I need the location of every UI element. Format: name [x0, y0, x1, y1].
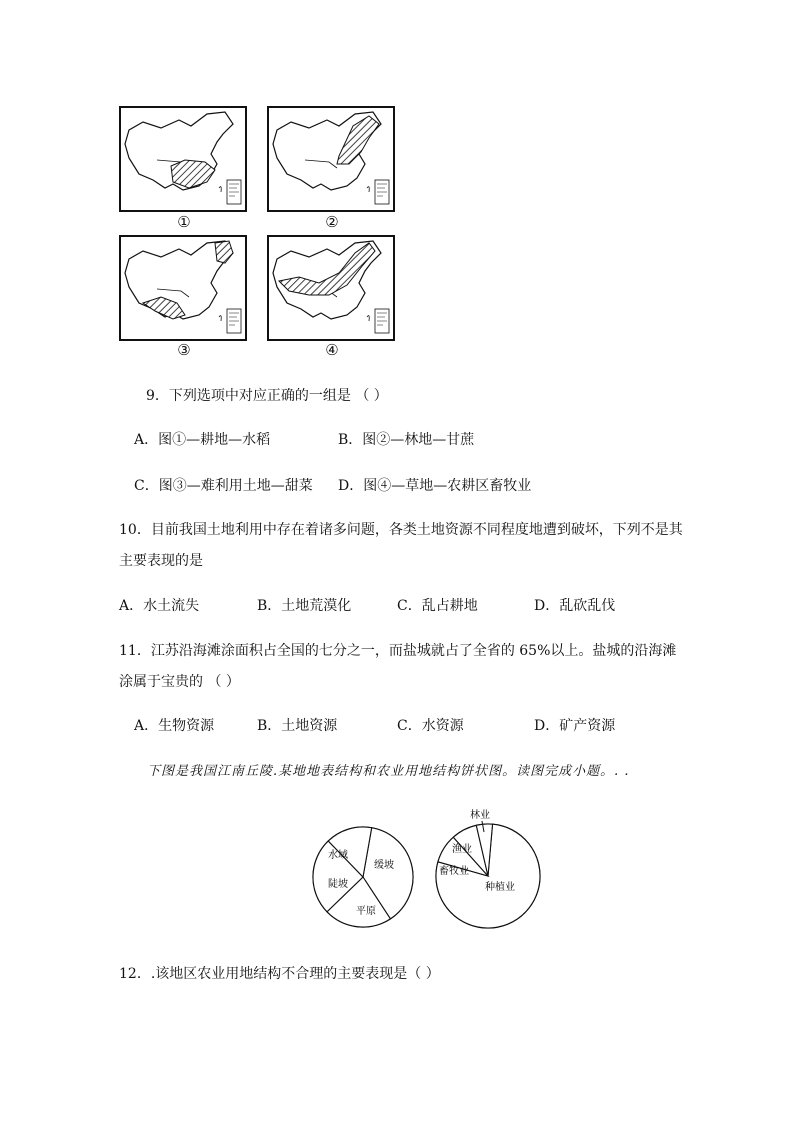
pie-chart-surface-structure: [310, 824, 416, 930]
pie-label-1-2: 陡坡: [328, 879, 348, 890]
pie-label-2-2: 渔业: [452, 844, 472, 855]
map-label-1: ①: [177, 213, 191, 231]
q9-option-c: C．图③—难利用土地—甜菜: [134, 478, 313, 494]
china-map-1: [121, 108, 245, 210]
q10-option-b: B．土地荒漠化: [257, 598, 352, 614]
pie-chart-agri-land: [430, 808, 550, 932]
map-figure-3: [119, 235, 247, 341]
q11-option-c: C．水资源: [397, 718, 464, 734]
q10-stem-line2: 主要表现的是: [119, 553, 203, 569]
q11-option-b: B．土地资源: [257, 718, 338, 734]
q11-option-d: D．矿产资源: [534, 718, 616, 734]
q12-stem: 12．.该地区农业用地结构不合理的主要表现是（ ）: [119, 966, 440, 982]
figure-intro: 下图是我国江南丘陵.某地地表结构和农业用地结构饼状图。读图完成小题。. .: [147, 764, 630, 779]
map-figure-2: [267, 106, 395, 212]
q9-stem: 9．下列选项中对应正确的一组是 （ ）: [146, 388, 388, 404]
q10-stem-line1: 10．目前我国土地利用中存在着诸多问题，各类土地资源不同程度地遭到破坏，下列不是其: [119, 522, 683, 538]
map-label-2: ②: [325, 213, 339, 231]
china-map-2: [269, 108, 393, 210]
pie-label-1-3: 水域: [328, 850, 348, 861]
q9-option-a: A．图①—耕地—水稻: [134, 432, 271, 448]
q11-stem-line1: 11．江苏沿海滩涂面积占全国的七分之一，而盐城就占了全省的 65%以上。盐城的沿海滩: [119, 643, 677, 659]
q11-option-a: A．生物资源: [134, 718, 215, 734]
q9-option-b: B．图②—林地—甘蔗: [338, 432, 475, 448]
china-map-3: [121, 237, 245, 339]
pie-label-2-3: 林业: [470, 810, 490, 821]
map-label-3: ③: [177, 341, 191, 359]
q10-option-c: C．乱占耕地: [397, 598, 478, 614]
pie-label-1-0: 缓坡: [374, 860, 394, 871]
map-figure-4: [267, 235, 395, 341]
pie-label-2-0: 种植业: [485, 882, 515, 893]
pie-label-2-1: 畜牧业: [439, 866, 469, 877]
china-map-4: [269, 237, 393, 339]
map-figure-1: [119, 106, 247, 212]
map-label-4: ④: [325, 341, 339, 359]
q11-stem-line2: 涂属于宝贵的 （ ）: [119, 674, 240, 690]
q9-option-d: D．图④—草地—农耕区畜牧业: [338, 478, 532, 494]
pie-label-1-1: 平原: [356, 906, 376, 917]
q10-option-a: A．水土流失: [119, 598, 200, 614]
q10-option-d: D．乱砍乱伐: [534, 598, 616, 614]
